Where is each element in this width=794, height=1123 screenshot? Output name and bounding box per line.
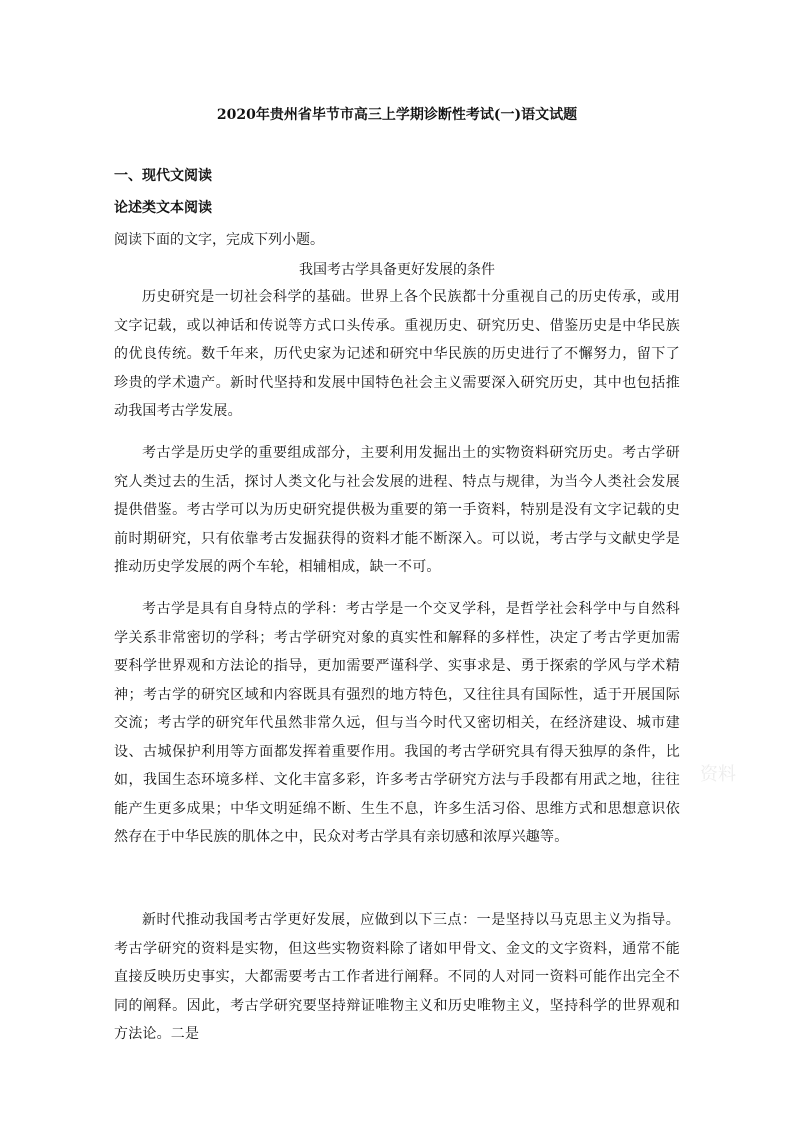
paragraph-2: 考古学是历史学的重要组成部分，主要利用发掘出土的实物资料研究历史。考古学研究人类过去的生活，探讨人类文化与社会发展的进程、特点与规律，为当今人类社会发展提供借鉴。考古学可以为历史研究提供极为重要的第一手资料，特别是没有文字记载的史前时期研究，只有依靠考古发掘获得的资料才能不断深入。可以说，考古学与文献史学是推动历史学发展的两个车轮，相辅相成，缺一不可。: [114, 445, 680, 575]
article-title: 我国考古学具备更好发展的条件: [299, 262, 495, 278]
subsection-heading: 论述类文本阅读: [114, 200, 212, 216]
paragraph-4: 新时代推动我国考古学更好发展，应做到以下三点：一是坚持以马克思主义为指导。考古学研究的资料是实物，但这些实物资料除了诸如甲骨文、金文的文字资料，通常不能直接反映历史事实，大都需要考古工作者进行阐释。不同的人对同一资料可能作出完全不同的阐释。因此，考古学研究要坚持辩证唯物主义和历史唯物主义，坚持科学的世界观和方法论。二是: [114, 912, 680, 1042]
paragraph-3: 考古学是具有自身特点的学科：考古学是一个交叉学科，是哲学社会科学中与自然科学关系非常密切的学科；考古学研究对象的真实性和解释的多样性，决定了考古学更加需要科学世界观和方法论的指导，更加需要严谨科学、实事求是、勇于探索的学风与学术精神；考古学的研究区域和内容既具有强烈的地方特色，又往往具有国际性，适于开展国际交流；考古学的研究年代虽然非常久远，但与当今时代又密切相关，在经济建设、城市建设、古城保护利用等方面都发挥着重要作用。我国的考古学研究具有得天独厚的条件，比如，我国生态环境多样、文化丰富多彩，许多考古学研究方法与手段都有用武之地，往往能产生更多成果；中华文明延绵不断、生生不息，许多生活习俗、思维方式和思想意识依然存在于中华民族的肌体之中，民众对考古学具有亲切感和浓厚兴趣等。: [114, 601, 680, 845]
section-heading: 一、现代文阅读: [114, 168, 212, 184]
reading-instruction: 阅读下面的文字，完成下列小题。: [114, 232, 324, 248]
document-title: 2020年贵州省毕节市高三上学期诊断性考试(一)语文试题: [216, 107, 578, 123]
watermark-text: 资料: [700, 764, 736, 785]
paragraph-1: 历史研究是一切社会科学的基础。世界上各个民族都十分重视自己的历史传承，或用文字记载，或以神话和传说等方式口头传承。重视历史、研究历史、借鉴历史是中华民族的优良传统。数千年来，历代史家为记述和研究中华民族的历史进行了不懈努力，留下了珍贵的学术遗产。新时代坚持和发展中国特色社会主义需要深入研究历史，其中也包括推动我国考古学发展。: [114, 289, 680, 419]
